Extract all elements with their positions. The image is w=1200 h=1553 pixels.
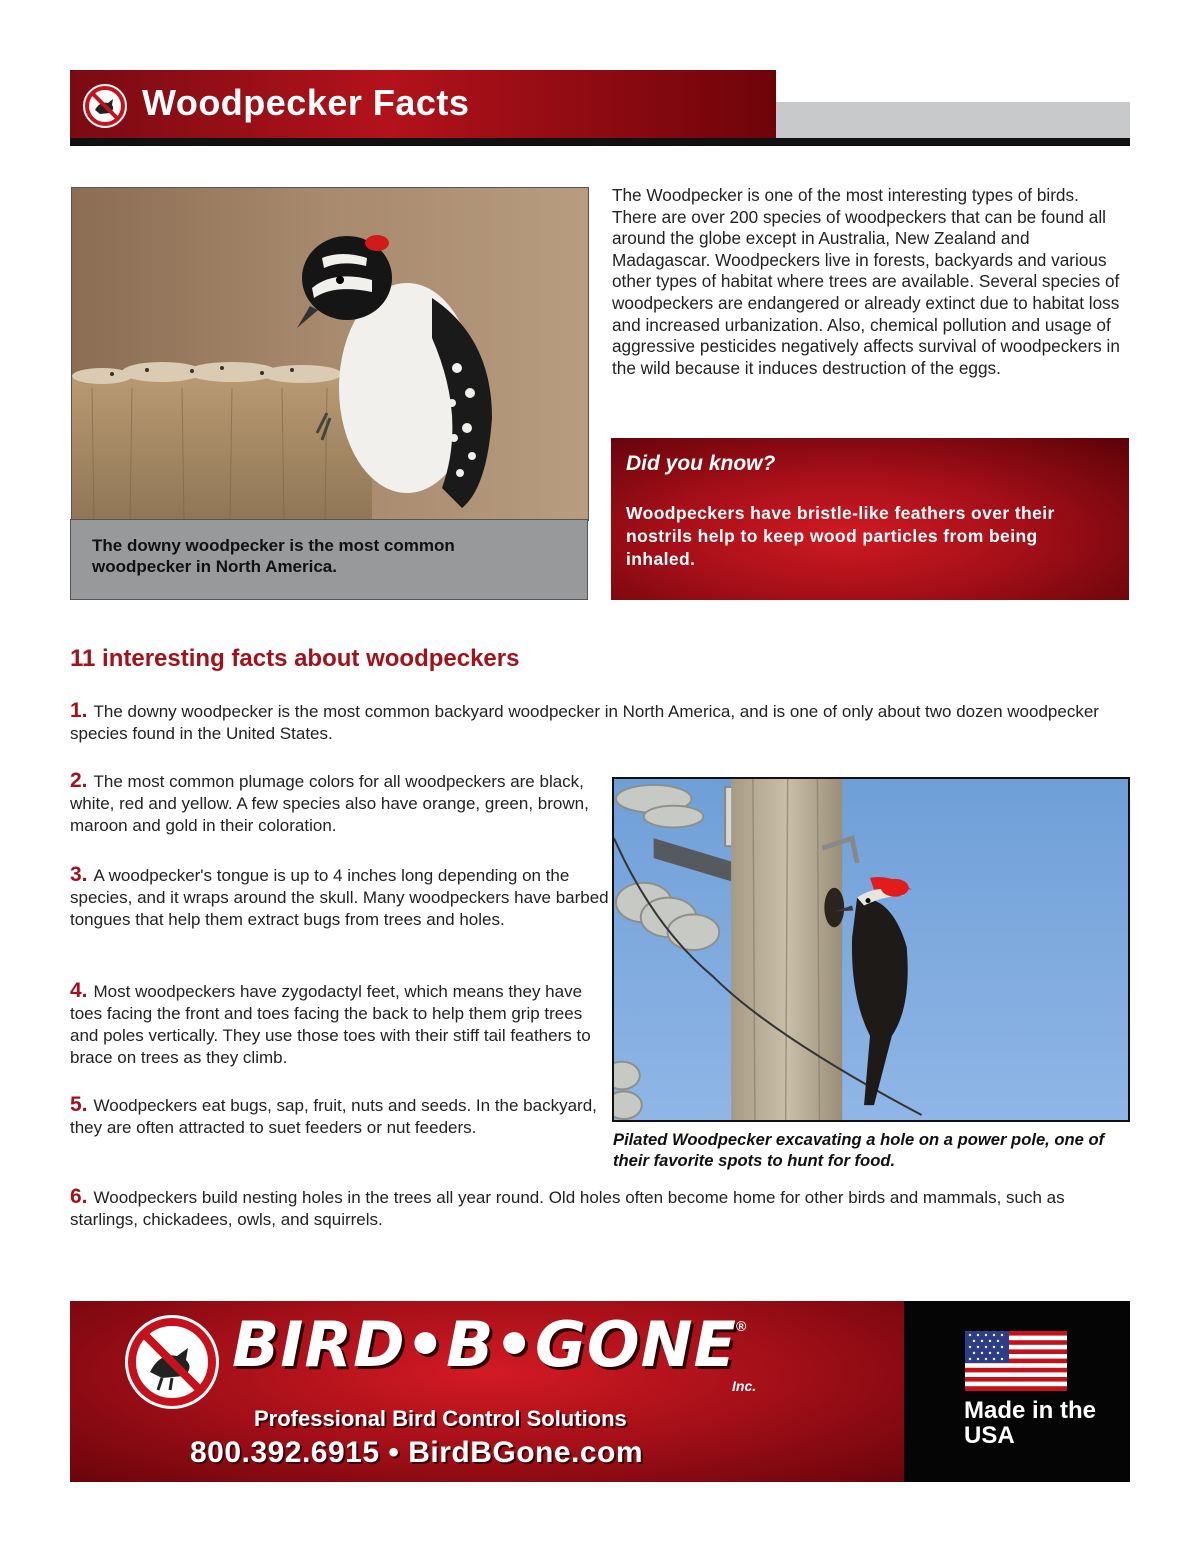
fact-text: A woodpecker's tongue is up to 4 inches long depending on the species, and it wraps around the skull. Many woodpeckers have barbed tongues that help them extract bugs from trees and holes.	[70, 866, 609, 929]
tagline: Professional Bird Control Solutions	[254, 1406, 627, 1431]
contact-info[interactable]: 800.392.6915 • BirdBGone.com	[190, 1436, 644, 1469]
photo-caption: The downy woodpecker is the most common woodpecker in North America.	[92, 536, 455, 576]
no-bird-icon	[82, 83, 128, 129]
registered-mark: ®	[736, 1318, 747, 1334]
did-you-know-title: Did you know?	[626, 452, 776, 475]
footer-black-panel	[904, 1301, 1130, 1482]
fact-number: 1.	[70, 699, 88, 722]
fact-item	[70, 1094, 600, 1139]
no-bird-logo-icon	[122, 1312, 222, 1412]
fact-item	[70, 700, 1130, 745]
fact-item	[70, 1186, 1130, 1231]
photo-caption: Pilated Woodpecker excavating a hole on a power pole, one of their favorite spots to hunt for food.	[613, 1130, 1105, 1170]
downy-woodpecker-photo	[71, 187, 589, 521]
fact-item	[70, 864, 610, 931]
fact-text: Woodpeckers eat bugs, sap, fruit, nuts and seeds. In the backyard, they are often attracted to suet feeders or nut feeders.	[70, 1096, 597, 1137]
fact-number: 5.	[70, 1093, 88, 1116]
page-title: Woodpecker Facts	[142, 82, 470, 123]
fact-number: 2.	[70, 769, 88, 792]
made-in-usa-label: Made in the USA	[964, 1397, 1097, 1449]
fact-number: 3.	[70, 863, 88, 886]
intro-paragraph: The Woodpecker is one of the most interesting types of birds. There are over 200 species of woodpeckers that can be found all around the globe except in Australia, New Zealand and Madagascar. Woodpeckers live in forests, backyards and various other types of habitat where trees are available. Several species of woodpeckers are endangered or already extinct due to habitat loss and increased urbanization. Also, chemical pollution and usage of aggressive pesticides negatively affects survival of woodpeckers in the wild because it induces destruction of the eggs.	[612, 185, 1120, 378]
did-you-know-body: Woodpeckers have bristle-like feathers over their nostrils help to keep wood particles from being inhaled.	[626, 503, 1055, 569]
facts-heading: 11 interesting facts about woodpeckers	[70, 645, 520, 672]
fact-text: Most woodpeckers have zygodactyl feet, which means they have toes facing the front and toes facing the back to help them grip trees and poles vertically. They use those toes with their stiff tail feathers to brace on trees as they climb.	[70, 982, 591, 1067]
pileated-woodpecker-photo	[612, 777, 1130, 1122]
fact-item	[70, 980, 610, 1069]
fact-text: The downy woodpecker is the most common backyard woodpecker in North America, and is one of only about two dozen woodpecker species found in the United States.	[70, 702, 1099, 743]
header-gray-bar	[776, 102, 1130, 138]
fact-item	[70, 770, 590, 837]
inc-label: Inc.	[732, 1378, 757, 1394]
fact-number: 4.	[70, 979, 88, 1002]
header-rule	[70, 138, 1130, 146]
fact-text: Woodpeckers build nesting holes in the trees all year round. Old holes often become home for other birds and mammals, such as starlings, chickadees, owls, and squirrels.	[70, 1188, 1065, 1229]
fact-number: 6.	[70, 1185, 88, 1208]
fact-text: The most common plumage colors for all woodpeckers are black, white, red and yellow. A few species also have orange, green, brown, maroon and gold in their coloration.	[70, 772, 589, 835]
us-flag-icon	[965, 1331, 1067, 1391]
brand-logo-text: BIRD•B•GONE	[232, 1308, 737, 1381]
